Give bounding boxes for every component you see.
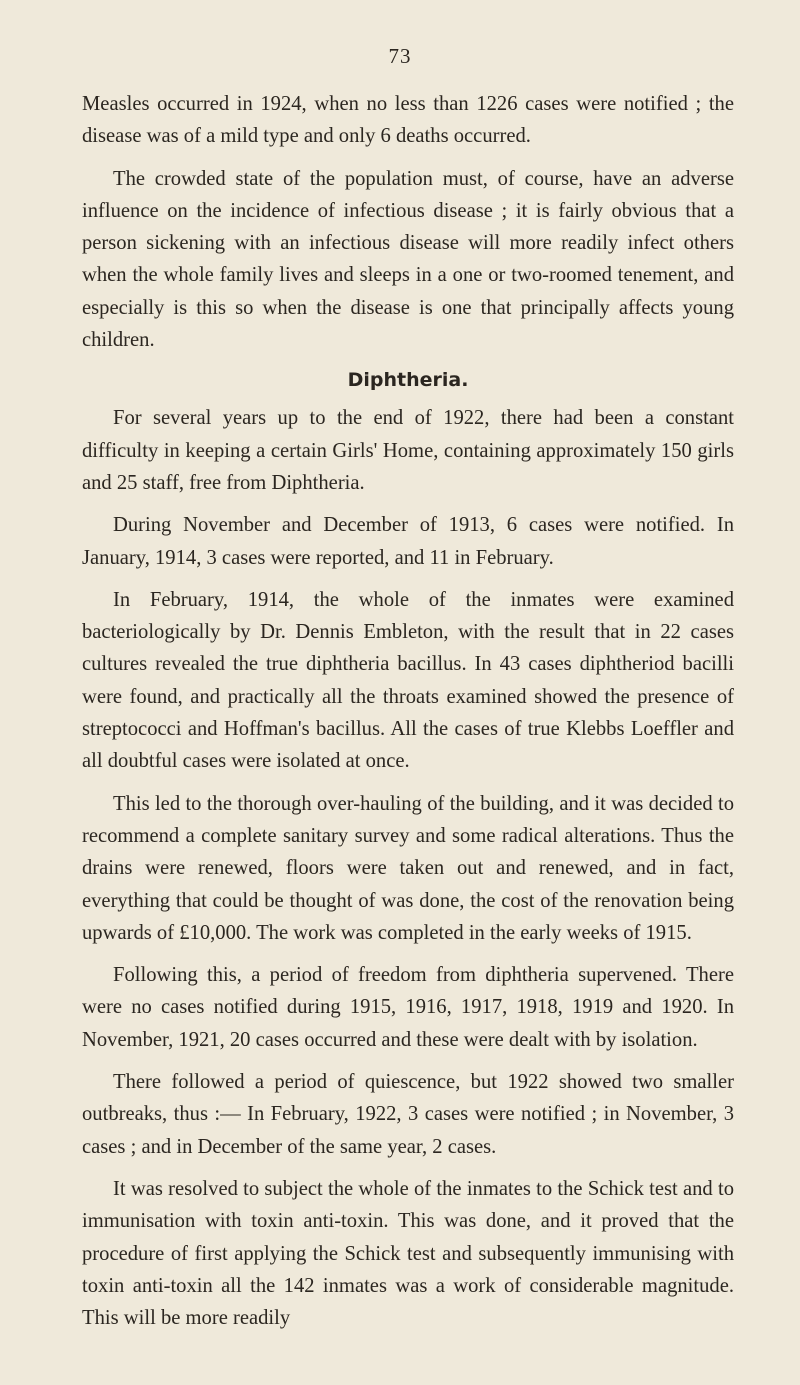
paragraph-crowding: The crowded state of the population must, of course, have an adverse influence on the incidence of infectious disease ; it is fairly obvious that a person sickening with an infectious disease will more readily infect others when the whole family lives and sleeps in a one or two-roomed tenement, and especially is this so when the disease is one that principally affects young children. xyxy=(82,167,734,352)
paragraph-schick-test: It was resolved to subject the whole of the inmates to the Schick test and to immunisation with toxin anti-toxin. This was done, and it proved that the procedure of first applying the Schick test and subsequently immunising with toxin anti-toxin all the 142 inmates was a work of considerable magnitude. This will be more readily xyxy=(82,1177,734,1330)
paragraph-girls-home: For several years up to the end of 1922, there had been a constant difficulty in keeping a certain Girls' Home, containing approximately 150 girls and 25 staff, free from Diphtheria. xyxy=(82,407,734,494)
paragraph-bacteriological-exam: In February, 1914, the whole of the inmates were examined bacteriologically by Dr. Dennis Embleton, with the result that in 22 cases cultures revealed the true diphtheria bacillus. In 43 cases diphtheriod bacilli were found, and practically all the throats examined showed the presence of streptococci and Hoffman's bacillus. All the cases of true Klebbs Loeffler and all doubtful cases were isolated at once. xyxy=(82,588,734,773)
paragraph-1913-cases: During November and December of 1913, 6 cases were notified. In January, 1914, 3 cases were reported, and 11 in February. xyxy=(82,514,734,569)
section-heading-diphtheria: Diphtheria. xyxy=(347,369,469,392)
paragraph-measles: Measles occurred in 1924, when no less than 1226 cases were notified ; the disease was of a mild type and only 6 deaths occurred. xyxy=(82,93,734,148)
paragraph-freedom-period: Following this, a period of freedom from diphtheria supervened. There were no cases notified during 1915, 1916, 1917, 1918, 1919 and 1920. In November, 1921, 20 cases occurred and these were dealt with by isolation. xyxy=(82,964,734,1051)
page-body xyxy=(82,88,734,1334)
page-number: 73 xyxy=(388,44,412,68)
paragraph-renovation: This led to the thorough over-hauling of the building, and it was decided to recommend a complete sanitary survey and some radical alterations. Thus the drains were renewed, floors were taken out and renewed, and in fact, everything that could be thought of was done, the cost of the renovation being upwards of £10,000. The work was completed in the early weeks of 1915. xyxy=(82,792,734,944)
paragraph-quiescence: There followed a period of quiescence, but 1922 showed two smaller outbreaks, thus :— In February, 1922, 3 cases were notified ; in November, 3 cases ; and in December of the same year, 2 cases. xyxy=(82,1071,734,1158)
